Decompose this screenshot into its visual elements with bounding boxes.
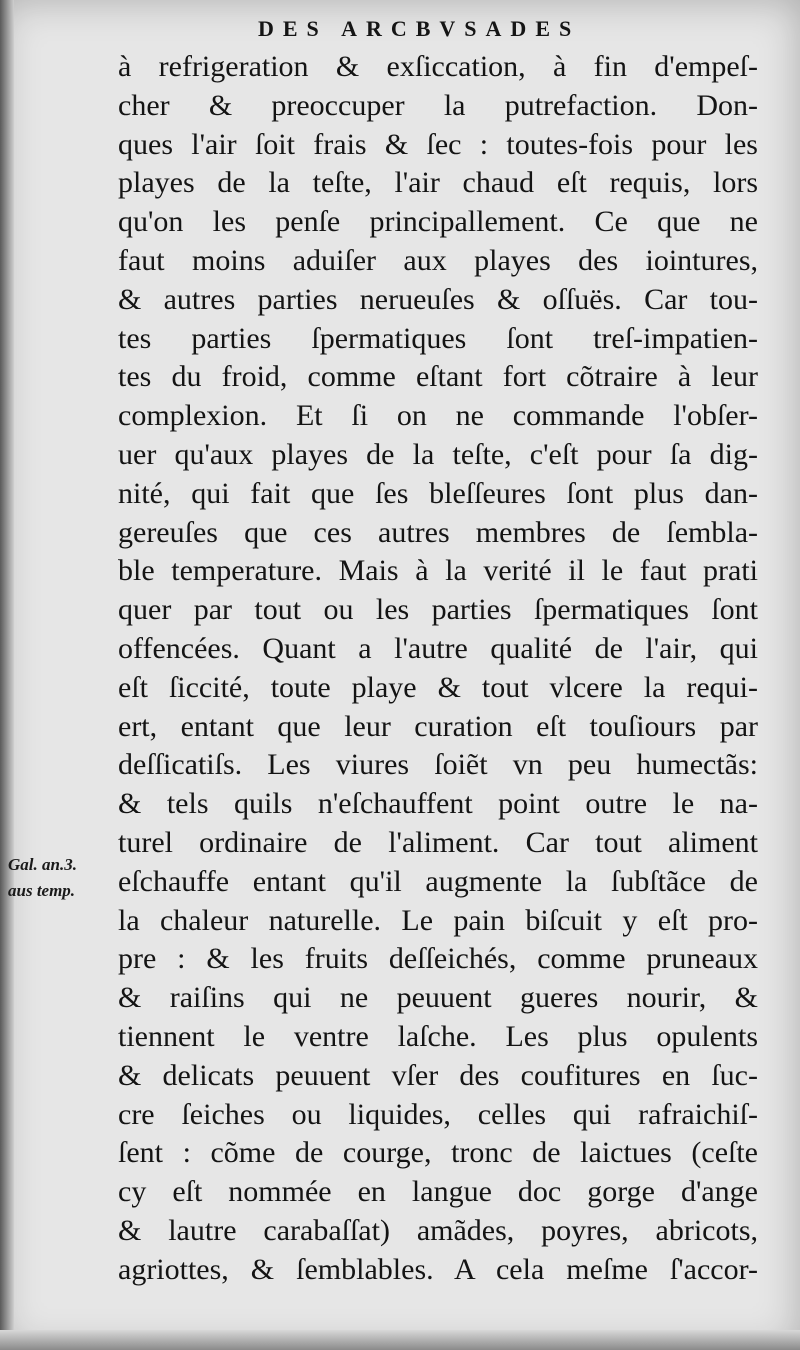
margin-note-line: Gal. an.3.	[8, 855, 77, 874]
text-line: tes parties ſpermatiques ſont treſ-impatien-	[118, 321, 758, 355]
page-gutter-shadow	[0, 0, 14, 1350]
margin-note-line: aus temp.	[8, 881, 76, 900]
text-line: cy eſt nommée en langue doc gorge d'ange	[118, 1175, 758, 1209]
text-line: deſſicatiſs. Les viures ſoiẽt vn peu humectãs:	[118, 748, 758, 782]
text-line: cre ſeiches ou liquides, celles qui rafraichiſ-	[118, 1097, 758, 1131]
text-line: tes du froid, comme eſtant fort cõtraire à leur	[118, 360, 758, 394]
text-line: qu'on les penſe principallement. Ce que ne	[118, 205, 758, 239]
text-line: cher & preoccuper la putrefaction. Don-	[118, 88, 758, 122]
text-line: eſchauffe entant qu'il augmente la ſubſtãce de	[118, 864, 758, 898]
text-line: ſent : cõme de courge, tronc de laictues (ceſte	[118, 1136, 758, 1170]
text-line: eſt ſiccité, toute playe & tout vlcere la requi-	[118, 670, 758, 704]
text-line: agriottes, & ſemblables. A cela meſme ſ'accor-	[118, 1252, 758, 1286]
text-line: pre : & les fruits deſſeichés, comme pruneaux	[118, 942, 758, 976]
text-line: tiennent le ventre laſche. Les plus opulents	[118, 1019, 758, 1053]
text-line: ques l'air ſoit frais & ſec : toutes-fois pour les	[118, 127, 758, 161]
text-line: à refrigeration & exſiccation, à fin d'empeſ-	[118, 50, 758, 83]
text-line: ert, entant que leur curation eſt touſiours par	[118, 709, 758, 743]
text-line: complexion. Et ſi on ne commande l'obſer-	[118, 399, 758, 433]
text-line: la chaleur naturelle. Le pain biſcuit y eſt pro-	[118, 903, 758, 937]
running-head: DES ARCBVSADES	[258, 16, 581, 41]
text-line: quer par tout ou les parties ſpermatiques ſont	[118, 593, 758, 627]
text-line: nité, qui fait que ſes bleſſeures ſont plus dan-	[118, 476, 758, 510]
margin-note	[8, 852, 118, 904]
text-line: turel ordinaire de l'aliment. Car tout aliment	[118, 825, 758, 859]
text-line: & lautre carabaſſat) amãdes, poyres, abricots,	[118, 1213, 758, 1247]
page-bottom-edge	[0, 1330, 800, 1350]
text-line: uer qu'aux playes de la teſte, c'eſt pour ſa dig-	[118, 437, 758, 471]
body-text	[118, 48, 758, 1290]
text-line: ble temperature. Mais à la verité il le faut prati	[118, 554, 758, 588]
text-line: faut moins aduiſer aux playes des iointures,	[118, 243, 758, 277]
text-line: gereuſes que ces autres membres de ſembla-	[118, 515, 758, 549]
text-line: offencées. Quant a l'autre qualité de l'air, qui	[118, 631, 758, 665]
text-line: & tels quils n'eſchauffent point outre le na-	[118, 787, 758, 821]
text-line: & autres parties nerueuſes & oſſuës. Car tou-	[118, 282, 758, 316]
text-line: & raiſins qui ne peuuent gueres nourir, &	[118, 981, 758, 1015]
text-line: & delicats peuuent vſer des coufitures en ſuc-	[118, 1058, 758, 1092]
text-line: playes de la teſte, l'air chaud eſt requis, lors	[118, 166, 758, 200]
